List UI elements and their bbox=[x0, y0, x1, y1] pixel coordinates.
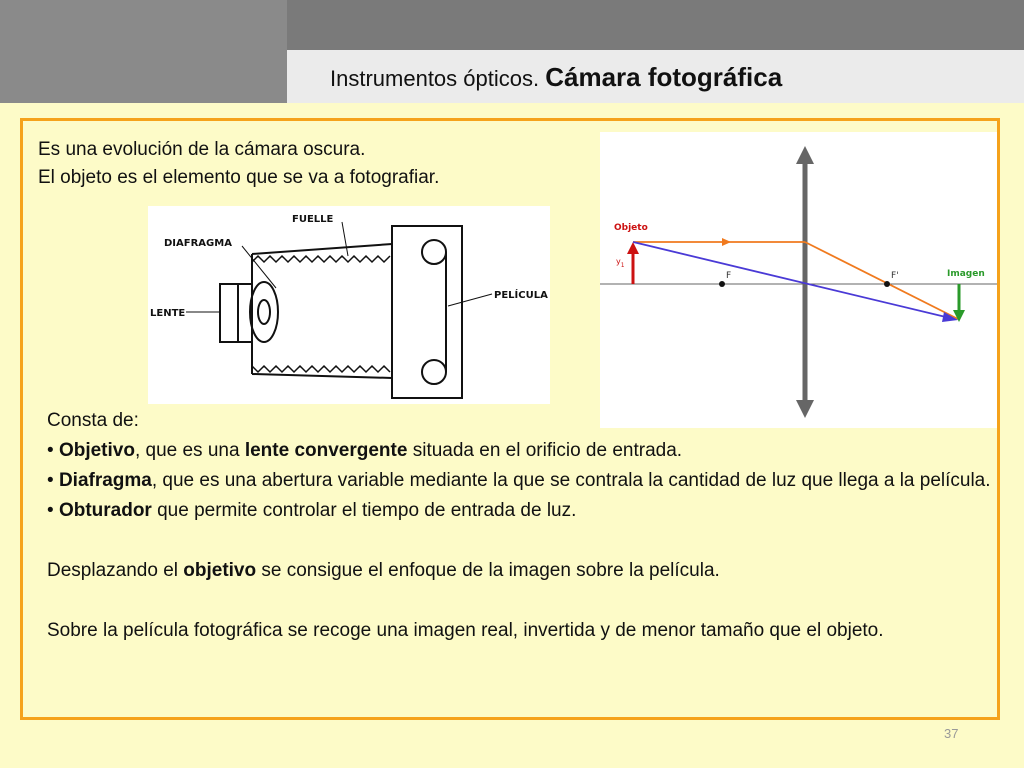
optics-diagram-svg bbox=[600, 132, 997, 428]
slide-title-main: Cámara fotográfica bbox=[545, 62, 783, 92]
label-diafragma: DIAFRAGMA bbox=[164, 238, 232, 249]
header-band-top bbox=[287, 0, 1024, 50]
intro-line-1: Es una evolución de la cámara oscura. bbox=[38, 139, 366, 160]
bullet-diafragma: • Diafragma, que es una abertura variable mediante la que se contrala la cantidad de luz que llega a la película. bbox=[47, 470, 991, 491]
label-imagen: Imagen bbox=[947, 269, 985, 279]
bullet-obturador: • Obturador que permite controlar el tiempo de entrada de luz. bbox=[47, 500, 577, 521]
consta-de: Consta de: bbox=[47, 410, 139, 431]
bullet-objetivo: • Objetivo, que es una lente convergente situada en el orificio de entrada. bbox=[47, 440, 683, 461]
label-pelicula: PELÍCULA bbox=[494, 290, 548, 301]
para1-bold: objetivo bbox=[183, 560, 257, 581]
page-number: 37 bbox=[944, 726, 959, 741]
para-desplazando: Desplazando el objetivo se consigue el enfoque de la imagen sobre la película. bbox=[47, 560, 720, 581]
label-f: F bbox=[726, 271, 732, 281]
para-pelicula: Sobre la película fotográfica se recoge una imagen real, invertida y de menor tamaño que el objeto. bbox=[47, 620, 884, 641]
label-y1: $y_1$ bbox=[616, 257, 625, 269]
bullet2-bold: Diafragma bbox=[58, 470, 152, 491]
bullet1-bold2: lente convergente bbox=[244, 440, 408, 461]
lens-arrow-top bbox=[796, 146, 814, 164]
optics-diagram bbox=[600, 132, 997, 428]
bullet1-bold: Objetivo bbox=[58, 440, 135, 461]
body-text bbox=[47, 406, 993, 646]
camera-diagram bbox=[148, 206, 550, 404]
header-band-left bbox=[0, 0, 287, 103]
slide-title bbox=[330, 62, 782, 93]
label-f-prime: F' bbox=[891, 271, 899, 281]
intro-text bbox=[38, 136, 578, 192]
slide-title-prefix: Instrumentos ópticos. bbox=[330, 66, 546, 91]
intro-line-2: El objeto es el elemento que se va a fotografiar. bbox=[38, 167, 440, 188]
label-lente: LENTE bbox=[150, 308, 186, 319]
label-fuelle: FUELLE bbox=[292, 214, 334, 225]
camera-diagram-svg bbox=[148, 206, 550, 404]
bullet3-bold: Obturador bbox=[58, 500, 152, 521]
label-objeto: Objeto bbox=[614, 223, 648, 233]
